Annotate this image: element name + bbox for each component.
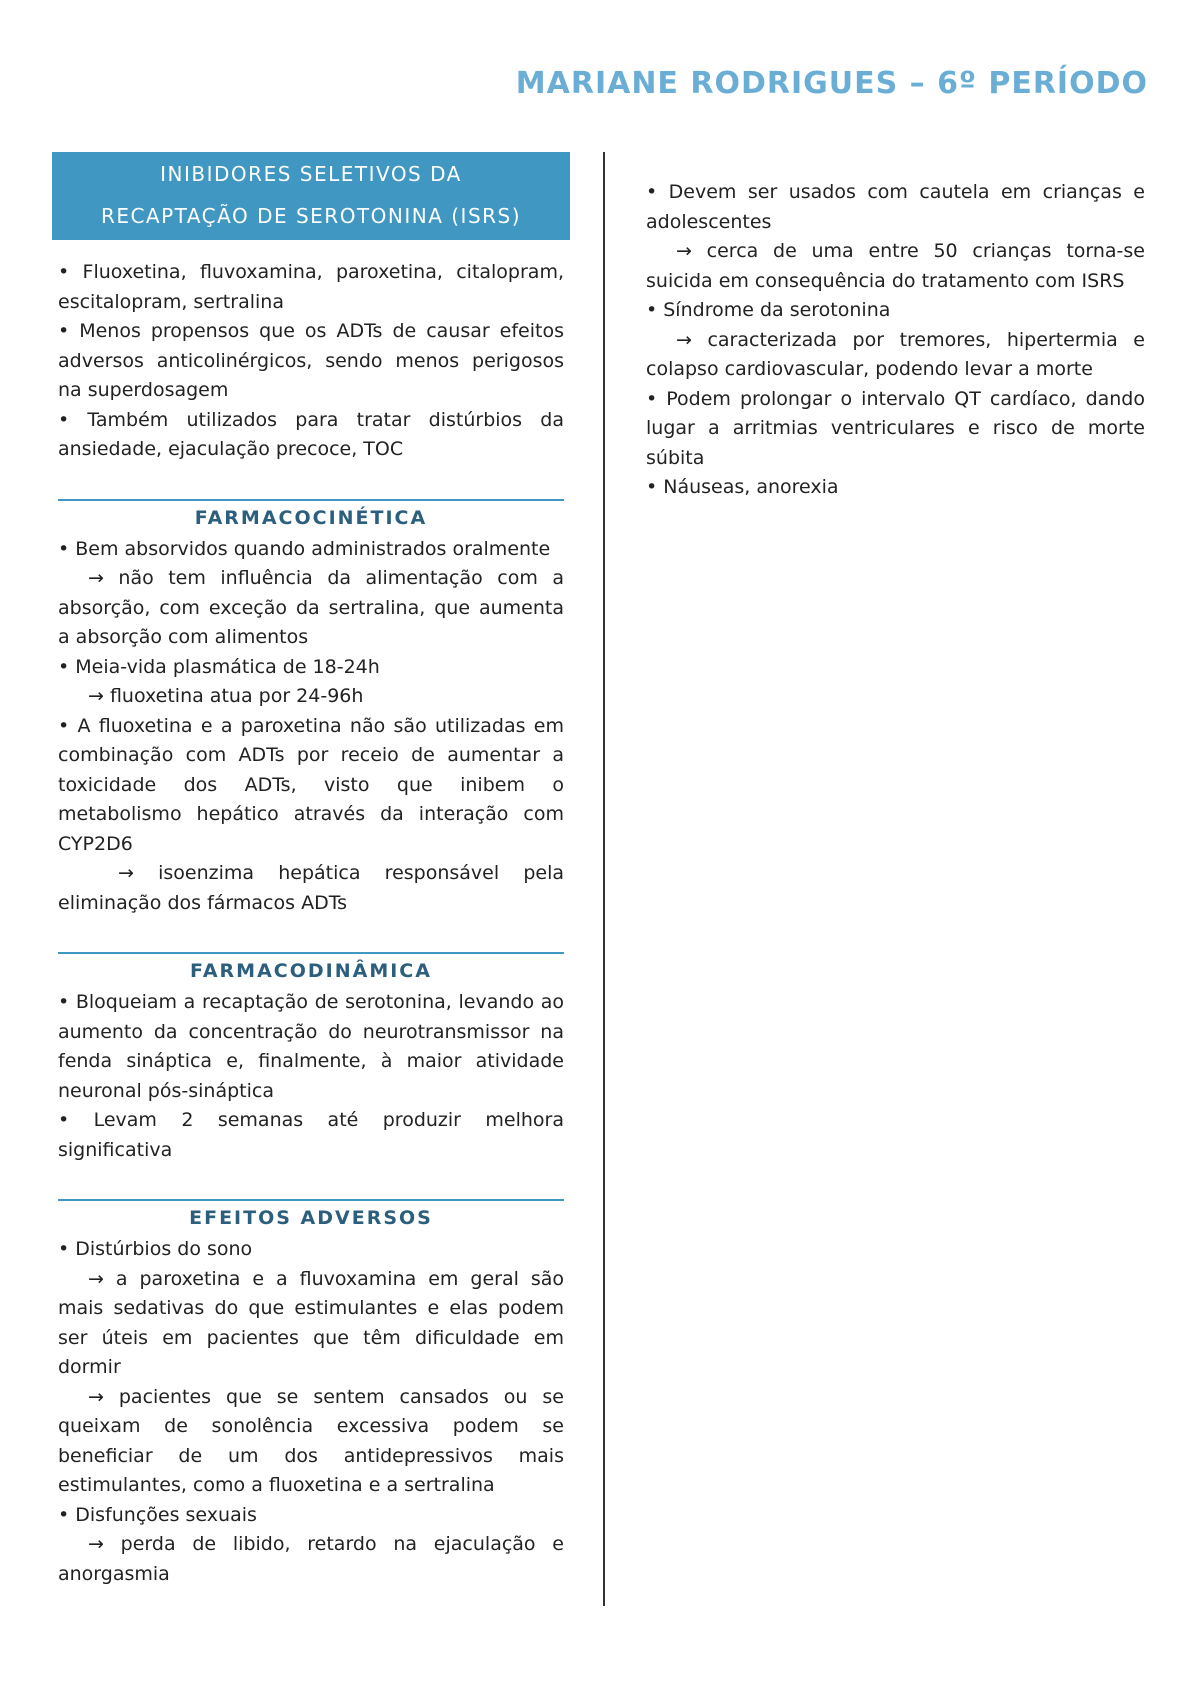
intro-item: • Também utilizados para tratar distúrbios da ansiedade, ejaculação precoce, TOC: [58, 408, 564, 460]
title-line-2: RECAPTAÇÃO DE SEROTONINA (ISRS): [100, 204, 522, 228]
bullet-item: • A fluoxetina e a paroxetina não são utilizadas em combinação com ADTs por receio de aumentar a toxicidade dos ADTs, visto que inibem o metabolismo hepático através da interação com CYP2D6: [58, 714, 564, 855]
bullet-item: • Levam 2 semanas até produzir melhora significativa: [58, 1109, 564, 1161]
bullet-item: • Bloqueiam a recaptação de serotonina, levando ao aumento da concentração do neurotransmissor na fenda sináptica e, finalmente, à maior atividade neuronal pós-sináptica: [58, 991, 564, 1102]
sub-item: → fluoxetina atua por 24-96h: [88, 685, 364, 707]
document-title: [52, 152, 570, 240]
intro-text: [52, 258, 570, 465]
author-header: MARIANE RODRIGUES – 6º PERÍODO: [515, 66, 1148, 101]
bullet-item: • Devem ser usados com cautela em crianças e adolescentes: [646, 181, 1145, 233]
bullet-item: • Podem prolongar o intervalo QT cardíaco, dando lugar a arritmias ventriculares e risco de morte súbita: [646, 387, 1145, 469]
sub-item: → não tem influência da alimentação com a absorção, com exceção da sertralina, que aumenta a absorção com alimentos: [58, 567, 564, 648]
bullet-item: • Síndrome da serotonina: [646, 299, 891, 321]
left-column: [52, 152, 570, 1589]
bullet-item: • Meia-vida plasmática de 18-24h: [58, 655, 380, 678]
section-farmacocinetica: [52, 499, 570, 919]
bullet-item: • Distúrbios do sono: [58, 1238, 253, 1260]
bullet-item: • Náuseas, anorexia: [646, 476, 839, 498]
intro-item: • Fluoxetina, fluvoxamina, paroxetina, citalopram, escitalopram, sertralina: [58, 261, 564, 313]
bullet-item: • Disfunções sexuais: [58, 1503, 257, 1526]
sub-item: → a paroxetina e a fluvoxamina em geral são mais sedativas do que estimulantes e elas podem ser úteis em pacientes que têm dificuldade em dormir: [58, 1267, 564, 1378]
sub-item: → pacientes que se sentem cansados ou se queixam de sonolência excessiva podem se beneficiar de um dos antidepressivos mais estimulantes, como a fluoxetina e a sertralina: [58, 1385, 564, 1496]
intro-item: • Menos propensos que os ADTs de causar efeitos adversos anticolinérgicos, sendo menos perigosos na superdosagem: [58, 320, 564, 401]
bullet-item: • Bem absorvidos quando administrados oralmente: [58, 537, 551, 560]
right-column: [640, 178, 1151, 503]
section-title: FARMACODINÂMICA: [190, 960, 432, 982]
section-efeitos-adversos: [52, 1199, 570, 1589]
sub-item: → cerca de uma entre 50 crianças torna-se suicida em consequência do tratamento com ISRS: [646, 240, 1145, 292]
section-title: FARMACOCINÉTICA: [194, 506, 428, 529]
section-title: EFEITOS ADVERSOS: [189, 1207, 433, 1229]
sub-item: → caracterizada por tremores, hipertermia e colapso cardiovascular, podendo levar a morte: [646, 328, 1145, 380]
sub-item: → perda de libido, retardo na ejaculação e anorgasmia: [58, 1533, 564, 1585]
column-divider: [603, 152, 605, 1606]
title-line-1: INIBIDORES SELETIVOS DA: [160, 162, 462, 186]
section-farmacodinamica: [52, 952, 570, 1165]
sub-item: → isoenzima hepática responsável pela eliminação dos fármacos ADTs: [58, 862, 564, 914]
